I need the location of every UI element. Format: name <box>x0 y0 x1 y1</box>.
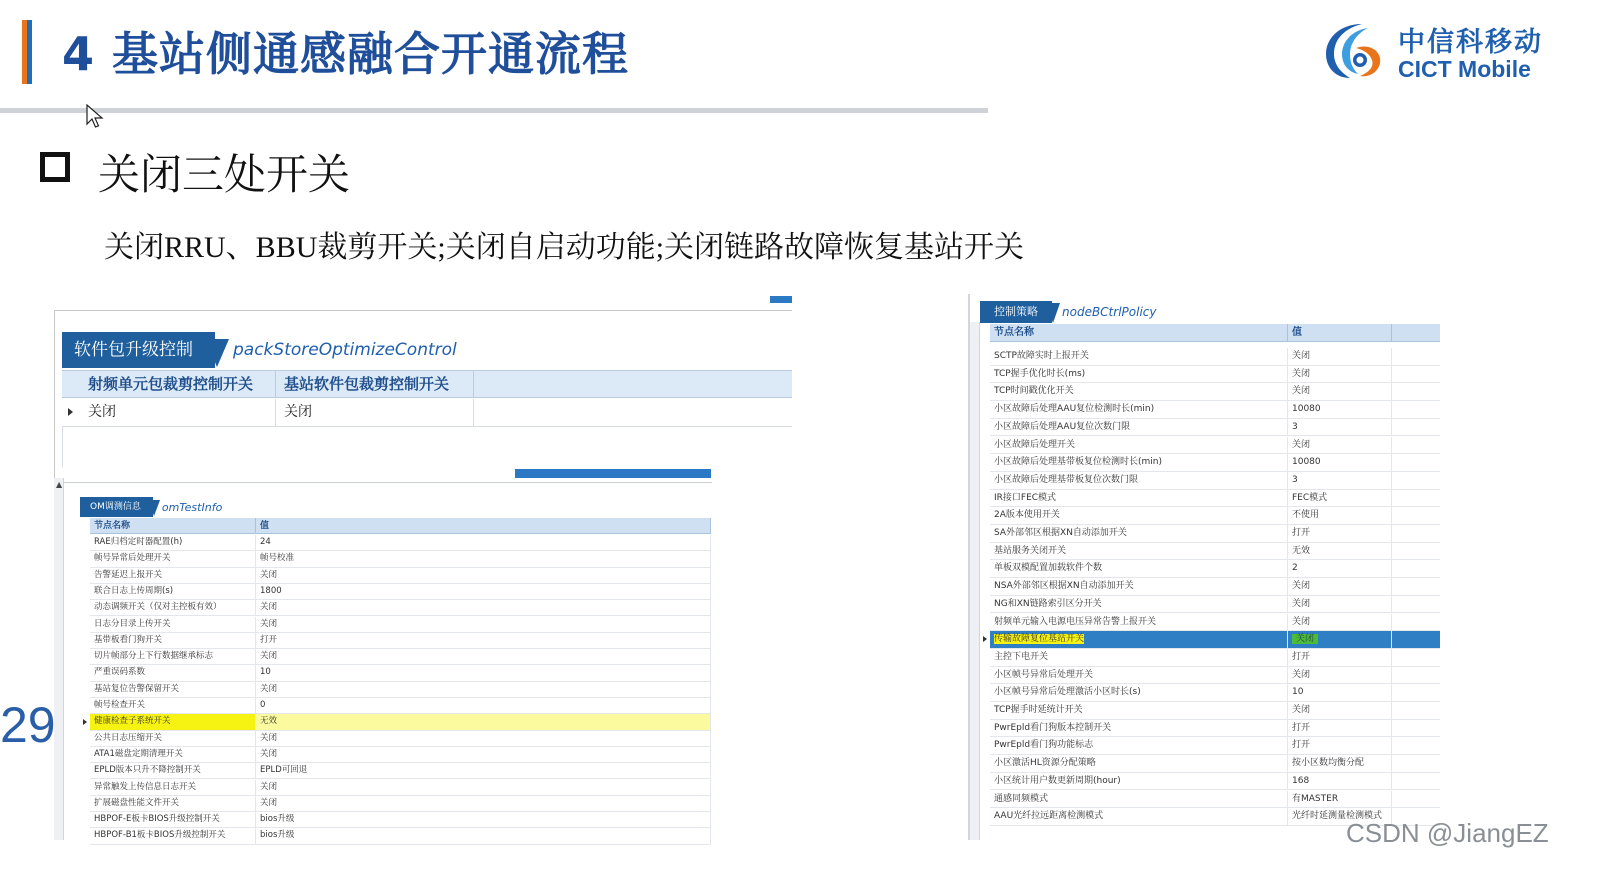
cell-text: 关闭 <box>1292 351 1311 361</box>
cell-value[interactable] <box>1288 614 1392 631</box>
table-row[interactable] <box>62 399 792 427</box>
cell-text: 关闭 <box>260 569 278 580</box>
cell-value[interactable] <box>256 698 711 713</box>
cell-node-name[interactable] <box>90 617 256 632</box>
cell-text: 公共日志压缩开关 <box>94 732 163 743</box>
table-row[interactable] <box>90 812 711 828</box>
cell-text: 动态调频开关（仅对主控板有效） <box>94 602 222 613</box>
table-row[interactable] <box>90 633 711 649</box>
cell-node-name[interactable] <box>990 437 1288 454</box>
cell-text: TCP握手时延统计开关 <box>994 705 1083 715</box>
cell-value[interactable] <box>1288 525 1392 542</box>
cell-text: 关闭 <box>260 618 278 629</box>
table-row[interactable] <box>90 665 711 681</box>
bullet-square-icon <box>40 152 70 182</box>
cell-value[interactable] <box>256 535 711 550</box>
cell-node-name[interactable] <box>90 551 256 566</box>
cell-text: 小区故障后处理AAU复位次数门限 <box>994 421 1131 432</box>
cell-text: SCTP故障实时上报开关 <box>994 351 1089 361</box>
cell-text: 10 <box>260 667 271 678</box>
cell-text: 关闭 <box>1292 598 1311 609</box>
cell-text: 3 <box>1292 474 1298 485</box>
column-header-rf-unit-clip[interactable]: 射频单元包裁剪控制开关 <box>80 371 276 398</box>
cell-value[interactable] <box>1288 472 1392 489</box>
cell-text: 射频单元输入电源电压异常告警上报开关 <box>994 616 1157 627</box>
table-row[interactable] <box>990 773 1440 791</box>
table-row[interactable] <box>990 649 1440 667</box>
cell-value[interactable] <box>1288 454 1392 471</box>
cell-value[interactable] <box>256 600 711 615</box>
cell-value[interactable] <box>1288 560 1392 577</box>
logo-text-en: CICT Mobile <box>1398 56 1531 82</box>
cell-text: 打开 <box>1292 740 1311 751</box>
cell-value[interactable] <box>256 682 711 697</box>
instruction-text: 关闭RRU、BBU裁剪开关;关闭自启动功能;关闭链路故障恢复基站开关 <box>104 231 1025 264</box>
table-row[interactable] <box>990 437 1440 455</box>
cell-node-name[interactable] <box>990 649 1288 666</box>
cell-text: 10080 <box>1292 404 1321 415</box>
cell-value[interactable] <box>256 731 711 746</box>
table-row[interactable] <box>90 551 711 567</box>
cell-node-name[interactable] <box>990 791 1288 808</box>
table-row[interactable] <box>990 684 1440 702</box>
cell-node-name[interactable] <box>90 763 256 778</box>
cell-node-name[interactable] <box>990 667 1288 684</box>
cell-text: 基站复位告警保留开关 <box>94 683 180 694</box>
cell-value[interactable] <box>1288 631 1392 648</box>
table-row[interactable] <box>90 617 711 633</box>
cell-text: 2 <box>1292 563 1298 574</box>
cell-value[interactable] <box>256 812 711 827</box>
cell-node-name[interactable] <box>990 383 1288 400</box>
cell-value[interactable] <box>1288 366 1392 383</box>
company-logo <box>1322 16 1562 88</box>
table-row[interactable] <box>90 649 711 665</box>
cell-text: 小区统计用户数更新周期(hour) <box>994 775 1121 786</box>
cell-text: 主控下电开关 <box>994 651 1049 662</box>
panel-separator <box>64 482 712 483</box>
column-header-value[interactable]: 值 <box>256 518 711 534</box>
column-header-value[interactable]: 值 <box>1288 324 1392 342</box>
node-name: omTestInfo <box>161 500 223 514</box>
cell-text: ATA1磁盘定期清理开关 <box>94 748 183 759</box>
cell-text: 2A版本使用开关 <box>994 510 1060 521</box>
cell-node-name[interactable] <box>990 507 1288 524</box>
cell-text: 关闭 <box>1292 581 1311 592</box>
table-row[interactable] <box>90 600 711 616</box>
cell-text: 关闭 <box>260 797 278 808</box>
cell-text: 传输故障复位基站开关 <box>994 634 1085 645</box>
cell-text: 关闭 <box>260 732 278 743</box>
cell-bs-software-clip[interactable]: 关闭 <box>276 399 474 426</box>
table-row[interactable] <box>90 584 711 600</box>
cell-node-name[interactable] <box>90 682 256 697</box>
cell-text: 关闭 <box>260 748 278 759</box>
cell-text: HBPOF-E板卡BIOS升级控制开关 <box>94 814 220 825</box>
cell-value[interactable] <box>1288 702 1392 719</box>
cell-node-name[interactable] <box>990 348 1288 365</box>
cell-text: bios升级 <box>260 830 295 841</box>
title-accent-bar <box>22 20 32 84</box>
cell-text: 10 <box>1292 687 1304 698</box>
cell-node-name[interactable] <box>990 614 1288 631</box>
cell-node-name[interactable] <box>90 731 256 746</box>
table-row[interactable] <box>990 472 1440 490</box>
tab-notch <box>148 500 160 516</box>
cell-text: 小区故障后处理基带板复位检测时长(min) <box>994 457 1162 468</box>
cell-text: 光纤时延测量检测模式 <box>1292 811 1383 822</box>
table-row[interactable] <box>90 828 711 844</box>
cell-text: 关闭 <box>1292 705 1311 715</box>
cell-text: 关闭 <box>260 602 278 613</box>
cell-node-name[interactable] <box>990 490 1288 507</box>
cell-value[interactable] <box>256 649 711 664</box>
cell-text: TCP握手优化时长(ms) <box>994 368 1086 379</box>
tab-label[interactable]: 控制策略 <box>980 301 1052 323</box>
cell-value[interactable] <box>256 551 711 566</box>
tab-control-policy[interactable] <box>980 300 1156 324</box>
cell-value[interactable] <box>256 633 711 648</box>
cell-text: 打开 <box>260 634 278 645</box>
cell-text: bios升级 <box>260 814 295 825</box>
table-row[interactable] <box>990 702 1440 720</box>
cell-text: 打开 <box>1292 651 1311 662</box>
mouse-pointer-icon <box>86 104 104 130</box>
bullet-heading: 关闭三处开关 <box>98 150 351 199</box>
cell-value[interactable] <box>1288 383 1392 400</box>
cell-text: 关闭 <box>260 651 278 662</box>
cell-text: 3 <box>1292 421 1298 432</box>
table-header <box>990 324 1440 342</box>
cell-text: 严重误码系数 <box>94 667 146 678</box>
cell-text: 关闭 <box>260 683 278 694</box>
cell-value[interactable] <box>1288 649 1392 666</box>
cell-value[interactable] <box>1288 419 1392 436</box>
cell-value[interactable] <box>1288 720 1392 737</box>
tab-pack-store-control[interactable] <box>62 332 457 368</box>
tab-label[interactable]: OM调测信息 <box>80 497 153 517</box>
cell-text: 打开 <box>1292 528 1311 538</box>
table-row[interactable] <box>90 747 711 763</box>
cell-node-name[interactable] <box>90 747 256 762</box>
cell-node-name[interactable] <box>990 401 1288 418</box>
cell-text: 有MASTER <box>1292 793 1339 804</box>
tab-om-test-info[interactable] <box>80 496 222 518</box>
table-row[interactable] <box>990 631 1440 649</box>
horizontal-scrollbar[interactable] <box>515 469 711 478</box>
cell-text: 24 <box>260 537 271 547</box>
cell-value[interactable] <box>256 714 711 729</box>
cell-text: 异常触发上传信息日志开关 <box>94 781 197 792</box>
cell-text: 无效 <box>1292 545 1311 556</box>
cell-node-name[interactable] <box>990 578 1288 595</box>
cell-text: EPLD可回退 <box>260 765 308 776</box>
cell-node-name[interactable] <box>90 698 256 713</box>
cell-node-name[interactable] <box>90 812 256 827</box>
cell-node-name[interactable] <box>990 684 1288 701</box>
cell-node-name[interactable] <box>990 366 1288 383</box>
cell-node-name[interactable] <box>990 702 1288 719</box>
cell-text: NSA外部邻区根据XN自动添加开关 <box>994 581 1134 592</box>
cell-node-name[interactable] <box>990 560 1288 577</box>
table-row[interactable] <box>990 596 1440 614</box>
table-row[interactable] <box>990 348 1440 366</box>
column-header-node-name[interactable]: 节点名称 <box>990 324 1288 342</box>
cell-text: 不使用 <box>1292 510 1320 521</box>
table-header <box>90 518 711 534</box>
cell-text: 小区故障后处理基带板复位次数门限 <box>994 474 1139 485</box>
cell-value[interactable] <box>256 665 711 680</box>
cell-text: 告警延迟上报开关 <box>94 569 163 580</box>
cell-text: 小区故障后处理AAU复位检测时长(min) <box>994 404 1155 415</box>
cell-text: SA外部邻区根据XN自动添加开关 <box>994 528 1127 538</box>
table-row[interactable] <box>990 755 1440 773</box>
table-row[interactable] <box>990 614 1440 632</box>
cell-value[interactable] <box>256 763 711 778</box>
cell-text: RAE归档定时器配置(h) <box>94 537 183 547</box>
table-row[interactable] <box>990 525 1440 543</box>
cell-value[interactable] <box>1288 543 1392 560</box>
cell-value[interactable] <box>1288 348 1392 365</box>
cell-node-name[interactable] <box>90 535 256 550</box>
cell-value[interactable] <box>1288 401 1392 418</box>
table-row[interactable] <box>90 682 711 698</box>
table-row[interactable] <box>990 490 1440 508</box>
cell-node-name[interactable] <box>990 808 1288 825</box>
tab-notch <box>205 339 229 367</box>
cell-node-name[interactable] <box>990 543 1288 560</box>
cell-text: 关闭 <box>1292 368 1311 379</box>
table-row[interactable] <box>90 763 711 779</box>
cict-logo-icon <box>1322 18 1386 82</box>
cell-text: 帧号异常后处理开关 <box>94 553 171 564</box>
row-indicator-icon <box>68 408 73 416</box>
cell-node-name[interactable] <box>90 714 256 729</box>
cell-text: 健康检查子系统开关 <box>94 716 171 727</box>
cell-node-name[interactable] <box>990 454 1288 471</box>
cell-text: TCP时间戳优化开关 <box>994 386 1074 397</box>
cell-node-name[interactable] <box>990 737 1288 754</box>
cell-value[interactable] <box>1288 596 1392 613</box>
table-row[interactable] <box>990 543 1440 561</box>
cell-text: AAU光纤拉远距离检测模式 <box>994 811 1104 822</box>
vertical-scroll-strip[interactable] <box>54 478 64 840</box>
cell-node-name[interactable] <box>90 649 256 664</box>
cell-value[interactable] <box>1288 737 1392 754</box>
cell-value[interactable] <box>1288 791 1392 808</box>
window-indicator-bar <box>770 296 792 303</box>
table-row[interactable] <box>990 401 1440 419</box>
cell-value[interactable] <box>1288 437 1392 454</box>
node-name: packStoreOptimizeControl <box>233 340 457 360</box>
cell-text: 帧号校准 <box>260 553 295 564</box>
cell-text: FEC模式 <box>1292 492 1328 503</box>
table-row[interactable] <box>90 568 711 584</box>
cell-text: PwrEpld看门狗功能标志 <box>994 740 1094 751</box>
cell-text: 打开 <box>1292 722 1311 733</box>
cell-text: 单板双模配置加载软件个数 <box>994 563 1103 574</box>
cell-node-name[interactable] <box>990 596 1288 613</box>
cell-text: 关闭 <box>260 781 278 792</box>
cell-text: 关闭 <box>1292 439 1311 450</box>
cell-node-name[interactable] <box>90 568 256 583</box>
cell-text: 小区激活HL资源分配策略 <box>994 758 1096 769</box>
cell-node-name[interactable] <box>90 665 256 680</box>
column-header-bs-software-clip[interactable]: 基站软件包裁剪控制开关 <box>276 371 474 398</box>
cell-text: 按小区数均衡分配 <box>1292 758 1365 769</box>
cell-node-name[interactable] <box>990 525 1288 542</box>
cell-node-name[interactable] <box>90 828 256 843</box>
cell-text: 通感同频模式 <box>994 793 1049 804</box>
cell-value[interactable] <box>256 617 711 632</box>
cell-value[interactable] <box>256 796 711 811</box>
table-row[interactable] <box>990 507 1440 525</box>
cell-node-name[interactable] <box>90 600 256 615</box>
cell-text: 无效 <box>260 716 278 727</box>
cell-text: 小区故障后处理开关 <box>994 439 1076 450</box>
cell-node-name[interactable] <box>990 755 1288 772</box>
cell-rf-unit-clip[interactable]: 关闭 <box>80 399 276 426</box>
table-row[interactable] <box>90 796 711 812</box>
cell-value[interactable] <box>1288 773 1392 790</box>
cell-node-name[interactable] <box>990 631 1288 648</box>
cell-value[interactable] <box>256 747 711 762</box>
table-header <box>62 370 792 398</box>
table-row[interactable] <box>990 383 1440 401</box>
column-header-node-name[interactable]: 节点名称 <box>90 518 256 534</box>
cell-text: 关闭 <box>1292 669 1311 680</box>
cell-text: 基站服务关闭开关 <box>994 545 1067 556</box>
cell-text: 关闭 <box>1292 386 1311 397</box>
table-row[interactable] <box>990 419 1440 437</box>
logo-text-cn: 中信科移动 <box>1398 27 1543 58</box>
cell-text: 日志分目录上传开关 <box>94 618 171 629</box>
tab-notch <box>1046 303 1060 323</box>
cell-text: 联合日志上传周期(s) <box>94 585 174 596</box>
table-row[interactable] <box>90 698 711 714</box>
cell-text: 小区帧号异常后处理开关 <box>994 669 1094 680</box>
cell-value[interactable] <box>256 828 711 843</box>
scroll-up-icon[interactable]: ▲ <box>56 480 63 489</box>
cell-value[interactable] <box>256 568 711 583</box>
cell-value[interactable] <box>1288 755 1392 772</box>
cell-value[interactable] <box>1288 490 1392 507</box>
cell-node-name[interactable] <box>90 584 256 599</box>
table-row[interactable] <box>990 578 1440 596</box>
cell-text: 关闭 <box>1292 634 1318 644</box>
cell-text: 10080 <box>1292 457 1321 468</box>
cell-text: 切片帧部分上下行数据继承标志 <box>94 651 214 662</box>
table-empty-area <box>62 427 792 467</box>
table-row[interactable] <box>990 454 1440 472</box>
cell-node-name[interactable] <box>90 796 256 811</box>
table-row[interactable] <box>90 731 711 747</box>
tab-label[interactable]: 软件包升级控制 <box>62 332 215 368</box>
cell-text: 0 <box>260 700 266 710</box>
control-policy-table <box>990 324 1440 832</box>
slide-number: 29 <box>0 697 56 753</box>
cell-text: 帧号检查开关 <box>94 700 146 710</box>
cell-text: EPLD版本只升不降控制开关 <box>94 765 201 776</box>
row-indicator-icon <box>83 719 87 725</box>
table-row[interactable] <box>990 791 1440 809</box>
cell-text: 168 <box>1292 775 1310 786</box>
cell-text: NG和XN链路索引区分开关 <box>994 598 1102 609</box>
cell-value[interactable] <box>1288 507 1392 524</box>
table-row[interactable] <box>90 714 711 730</box>
slide-title: 4 基站侧通感融合开通流程 <box>62 27 630 81</box>
table-row[interactable] <box>990 720 1440 738</box>
cell-text: 基带板看门狗开关 <box>94 634 163 645</box>
cell-text: 扩展磁盘性能文件开关 <box>94 797 180 808</box>
om-test-info-table <box>90 518 711 840</box>
cell-value[interactable] <box>1288 684 1392 701</box>
table-row[interactable] <box>990 737 1440 755</box>
cell-text: 关闭 <box>1292 616 1311 627</box>
watermark: CSDN @JiangEZ <box>1346 818 1549 848</box>
cell-value[interactable] <box>256 584 711 599</box>
row-indicator-icon <box>983 636 987 642</box>
title-divider <box>0 108 988 113</box>
cell-text: 小区帧号异常后处理激活小区时长(s) <box>994 687 1141 698</box>
table-row[interactable] <box>990 366 1440 384</box>
cell-text: HBPOF-B1板卡BIOS升级控制开关 <box>94 830 226 841</box>
node-name: nodeBCtrlPolicy <box>1062 305 1157 319</box>
cell-node-name[interactable] <box>990 419 1288 436</box>
cell-text: PwrEpld看门狗版本控制开关 <box>994 722 1112 733</box>
cell-value[interactable] <box>1288 667 1392 684</box>
cell-node-name[interactable] <box>990 472 1288 489</box>
cell-node-name[interactable] <box>90 633 256 648</box>
cell-node-name[interactable] <box>990 720 1288 737</box>
table-row[interactable] <box>90 535 711 551</box>
table-row[interactable] <box>990 560 1440 578</box>
cell-value[interactable] <box>256 780 711 795</box>
vertical-scroll-strip[interactable] <box>970 322 980 840</box>
table-row[interactable] <box>90 780 711 796</box>
cell-text: 1800 <box>260 585 282 596</box>
cell-node-name[interactable] <box>90 780 256 795</box>
table-row[interactable] <box>990 667 1440 685</box>
cell-text: IR接口FEC模式 <box>994 492 1057 503</box>
cell-value[interactable] <box>1288 578 1392 595</box>
cell-node-name[interactable] <box>990 773 1288 790</box>
